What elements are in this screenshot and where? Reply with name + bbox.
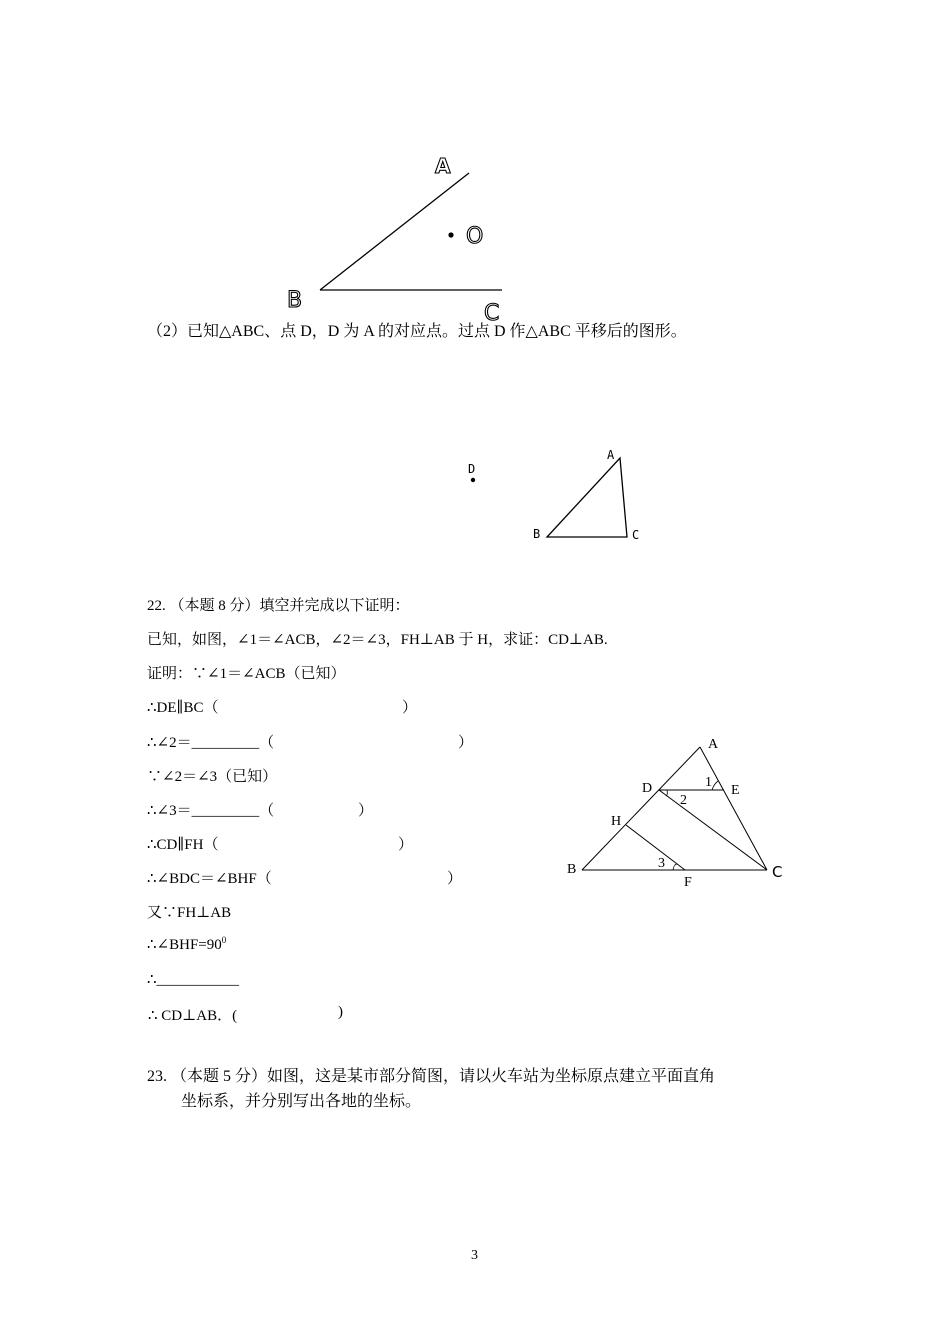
label-f3: F (684, 875, 692, 890)
label-a2: A (607, 448, 615, 462)
proof-line-3: ∴∠2＝_________（ (147, 735, 275, 751)
q22-given: 已知，如图，∠1＝∠ACB，∠2＝∠3，FH⊥AB 于 H，求证：CD⊥AB. (147, 632, 608, 648)
proof-line-5: ∴∠3＝_________（ (147, 803, 275, 819)
proof-line-7: ∴∠BDC＝∠BHF（ (147, 871, 272, 887)
proof-line-8: 又∵FH⊥AB (147, 905, 232, 921)
label-c3: C (772, 863, 783, 881)
proof-line-5-close: ） (358, 803, 374, 819)
angle-3-arc (673, 864, 677, 870)
q23-line2: 坐标系，并分别写出各地的坐标。 (181, 1093, 422, 1110)
angle-1-arc (712, 781, 718, 790)
label-c: C (484, 301, 500, 326)
proof-line-7-close: ） (447, 871, 463, 887)
label-angle1: 1 (705, 775, 712, 790)
label-c2: C (632, 528, 640, 542)
proof-line-3-close: ） (458, 735, 474, 751)
q21-part2-text: （2）已知△ABC、点 D，D 为 A 的对应点。过点 D 作△ABC 平移后的图形。 (147, 323, 687, 340)
q23-line1: 23. （本题 5 分）如图，这是某市部分简图，请以火车站为坐标原点建立平面直角 (147, 1068, 716, 1085)
proof-line-9-sup: 0 (221, 935, 227, 945)
proof-line-2: ∴DE∥BC（ (147, 700, 219, 716)
segment-hf (626, 825, 685, 870)
label-d: D (468, 462, 476, 476)
label-e3: E (731, 783, 740, 798)
proof-line-6: ∴CD∥FH（ (147, 837, 219, 853)
proof-line-10: ∴___________ (147, 972, 240, 988)
proof-line-9-text: ∴∠BHF=90 (147, 937, 222, 953)
label-b: B (287, 288, 303, 313)
segment-dc (659, 790, 767, 870)
q22-title: 22. （本题 8 分）填空并完成以下证明： (147, 598, 410, 614)
proof-line-2-close: ） (402, 700, 418, 716)
proof-line-11-close: ) (338, 1004, 343, 1020)
proof-line-1: 证明：∵∠1＝∠ACB（已知） (147, 666, 346, 682)
proof-line-11: ∴ CD⊥AB．( (148, 1008, 238, 1024)
label-a3: A (708, 737, 719, 752)
segment-ac (700, 747, 767, 870)
label-d3: D (642, 781, 653, 796)
page-number: 3 (471, 1248, 478, 1263)
label-angle3: 3 (658, 856, 665, 871)
segment-ab (582, 747, 700, 870)
label-h3: H (611, 814, 622, 829)
label-a: A (435, 154, 451, 178)
label-b2: B (533, 527, 541, 541)
label-b3: B (567, 862, 577, 877)
proof-line-4: ∵∠2＝∠3（已知） (147, 769, 278, 785)
proof-line-6-close: ） (398, 837, 414, 853)
label-angle2: 2 (680, 793, 687, 808)
label-o: O (466, 224, 484, 249)
